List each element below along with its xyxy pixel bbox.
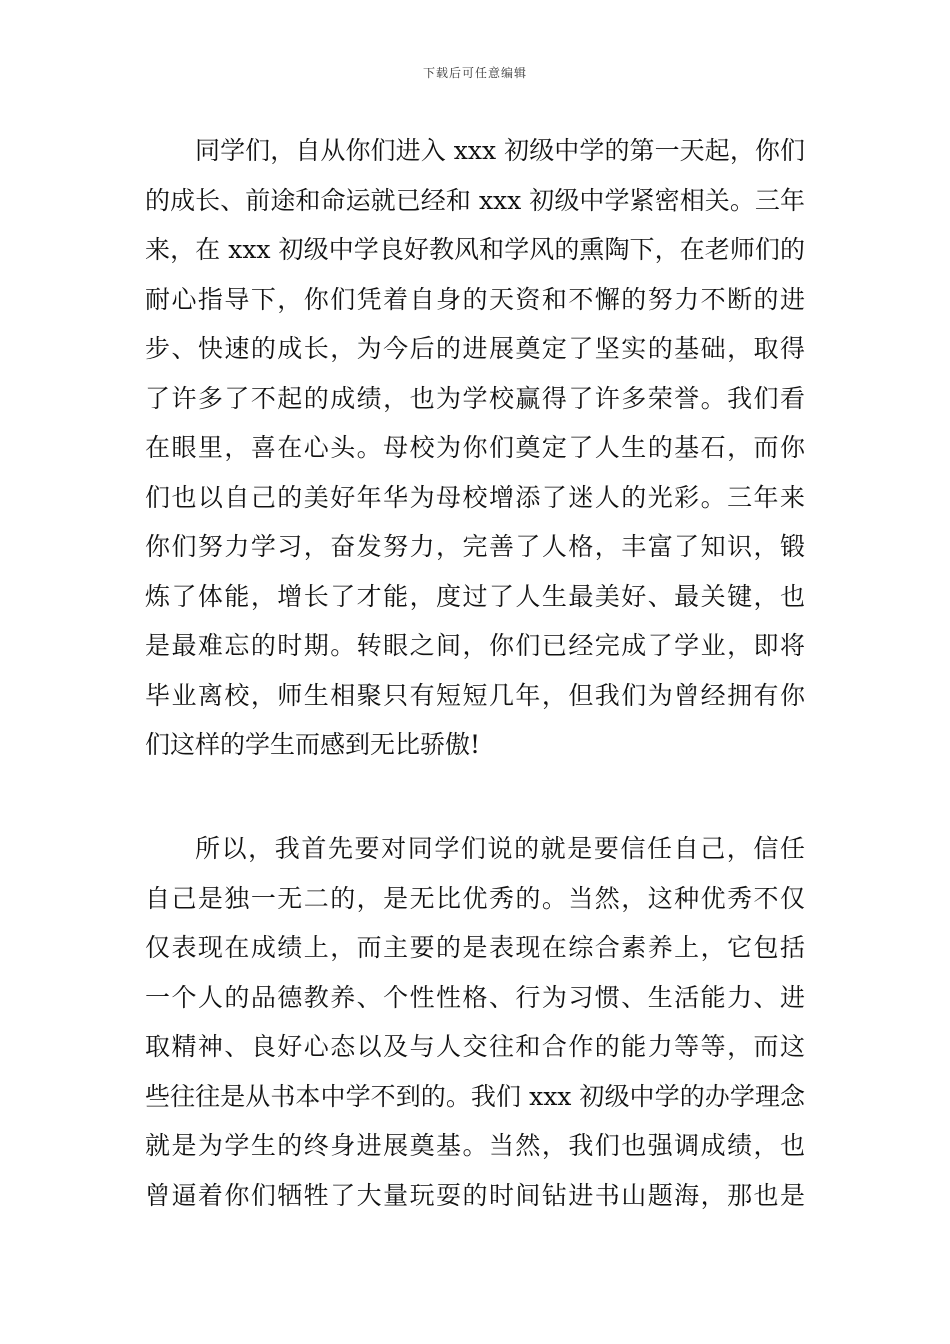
text-line: 就是为学生的终身进展奠基。当然，我们也强调成绩，也 — [145, 1131, 805, 1160]
text-line: 你们努力学习，奋发努力，完善了人格，丰富了知识，锻 — [145, 532, 805, 561]
text-line: 所以，我首先要对同学们说的就是要信任自己，信任 — [195, 834, 805, 863]
text-line: 曾逼着你们牺牲了大量玩耍的时间钻进书山题海，那也是 — [145, 1180, 805, 1210]
text-line: 来，在 xxx 初级中学良好教风和学风的熏陶下，在老师们的 — [145, 235, 805, 264]
text-line: 仅表现在成绩上，而主要的是表现在综合素养上，它包括 — [145, 933, 805, 962]
paragraph — [145, 126, 805, 770]
text-line: 些往往是从书本中学不到的。我们 xxx 初级中学的办学理念 — [145, 1081, 805, 1111]
text-line: 毕业离校，师生相聚只有短短几年，但我们为曾经拥有你 — [145, 680, 805, 710]
text-line: 取精神、良好心态以及与人交往和合作的能力等等，而这 — [145, 1032, 805, 1061]
text-line: 炼了体能，增长了才能，度过了人生最美好、最关键，也 — [145, 581, 805, 611]
text-line: 步、快速的成长，为今后的进展奠定了坚实的基础，取得 — [145, 334, 805, 363]
text-line: 在眼里，喜在心头。母校为你们奠定了人生的基石，而你 — [145, 433, 805, 462]
text-line: 一个人的品德教养、个性性格、行为习惯、生活能力、进 — [145, 982, 805, 1012]
text-line: 耐心指导下，你们凭着自身的天资和不懈的努力不断的进 — [145, 284, 805, 314]
header-note: 下载后可任意编辑 — [422, 66, 527, 80]
text-line: 是最难忘的时期。转眼之间，你们已经完成了学业，即将 — [145, 631, 805, 660]
text-line: 同学们，自从你们进入 xxx 初级中学的第一天起，你们 — [195, 136, 805, 165]
text-line: 了许多了不起的成绩，也为学校赢得了许多荣誉。我们看 — [145, 383, 805, 413]
text-line: 的成长、前途和命运就已经和 xxx 初级中学紧密相关。三年 — [145, 185, 805, 215]
paragraph — [145, 824, 805, 1220]
text-line: 们也以自己的美好年华为母校增添了迷人的光彩。三年来 — [145, 482, 805, 512]
text-line: 自己是独一无二的，是无比优秀的。当然，这种优秀不仅 — [145, 883, 805, 913]
text-line: 们这样的学生而感到无比骄傲! — [145, 730, 481, 759]
